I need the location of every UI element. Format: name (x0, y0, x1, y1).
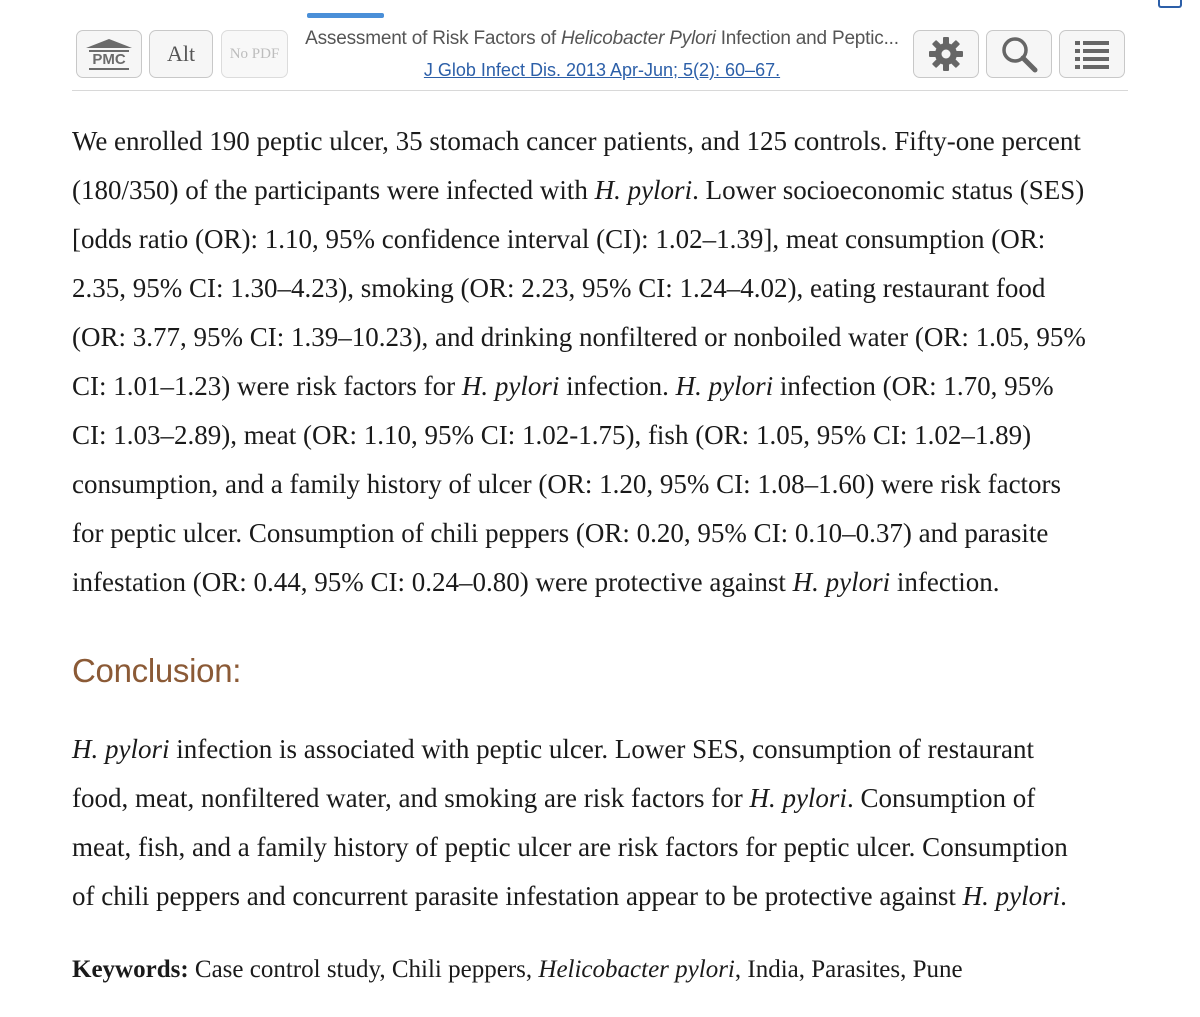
conclusion-line: food, meat, nonfiltered water, and smoking are risk factors for H. pylori. Consumption of (72, 783, 1036, 813)
keywords-label: Keywords: (72, 956, 189, 983)
conclusion-paragraph (72, 725, 1142, 921)
results-line: CI: 1.03–2.89), meat (OR: 1.10, 95% CI: 1.02-1.75), fish (OR: 1.05, 95% CI: 1.02–1.89) (72, 420, 1032, 450)
results-paragraph (72, 117, 1142, 607)
pmc-logo (82, 39, 136, 70)
results-line: CI: 1.01–1.23) were risk factors for H. pylori infection. H. pylori infection (OR: 1.70, 95% (72, 371, 1054, 401)
conclusion-section (72, 725, 1142, 921)
header-divider (72, 90, 1128, 91)
search-button[interactable] (986, 30, 1052, 78)
pmc-roof-icon (86, 39, 132, 49)
results-line: infestation (OR: 0.44, 95% CI: 0.24–0.80) were protective against H. pylori infection. (72, 567, 1000, 597)
bookmark-icon (1158, 0, 1182, 8)
keywords-line: Keywords: Case control study, Chili peppers, Helicobacter pylori, India, Parasites, Pune (72, 956, 963, 983)
settings-button[interactable] (913, 30, 979, 78)
results-line: (OR: 3.77, 95% CI: 1.39–10.23), and drinking nonfiltered or nonboiled water (OR: 1.05, 95% (72, 322, 1086, 352)
gear-icon (927, 35, 965, 73)
results-line: (180/350) of the participants were infected with H. pylori. Lower socioeconomic status (SES) (72, 175, 1085, 205)
outline-button[interactable] (1059, 30, 1125, 78)
journal-citation-link[interactable]: J Glob Infect Dis. 2013 Apr-Jun; 5(2): 60–67. (423, 60, 781, 80)
results-line: 2.35, 95% CI: 1.30–4.23), smoking (OR: 2.23, 95% CI: 1.24–4.02), eating restaurant food (72, 273, 1046, 303)
list-icon (1075, 39, 1109, 69)
conclusion-line: H. pylori infection is associated with peptic ulcer. Lower SES, consumption of restaurant (72, 734, 1035, 764)
alt-view-button[interactable]: Alt (149, 30, 213, 78)
article-toolbar (72, 28, 1128, 84)
conclusion-line: meat, fish, and a family history of peptic ulcer are risk factors for peptic ulcer. Consumption (72, 832, 1068, 862)
pmc-label: PMC (89, 50, 128, 70)
conclusion-line: of chili peppers and concurrent parasite infestation appear to be protective against H. pylori. (72, 881, 1067, 911)
pmc-home-button[interactable] (76, 30, 142, 78)
results-line: We enrolled 190 peptic ulcer, 35 stomach cancer patients, and 125 controls. Fifty-one percent (72, 126, 1081, 156)
active-tab-indicator (307, 13, 384, 18)
no-pdf-button[interactable]: No PDF (221, 30, 288, 78)
results-line: consumption, and a family history of ulcer (OR: 1.20, 95% CI: 1.08–1.60) were risk factors (72, 469, 1062, 499)
results-section (72, 117, 1142, 607)
article-title: Assessment of Risk Factors of Helicobacter Pylori Infection and Peptic... (305, 28, 899, 49)
conclusion-heading: Conclusion: (72, 652, 242, 689)
results-line: [odds ratio (OR): 1.10, 95% confidence interval (CI): 1.02–1.39], meat consumption (OR: (72, 224, 1046, 254)
results-line: for peptic ulcer. Consumption of chili peppers (OR: 0.20, 95% CI: 0.10–0.37) and parasite (72, 518, 1049, 548)
search-icon (999, 34, 1039, 74)
